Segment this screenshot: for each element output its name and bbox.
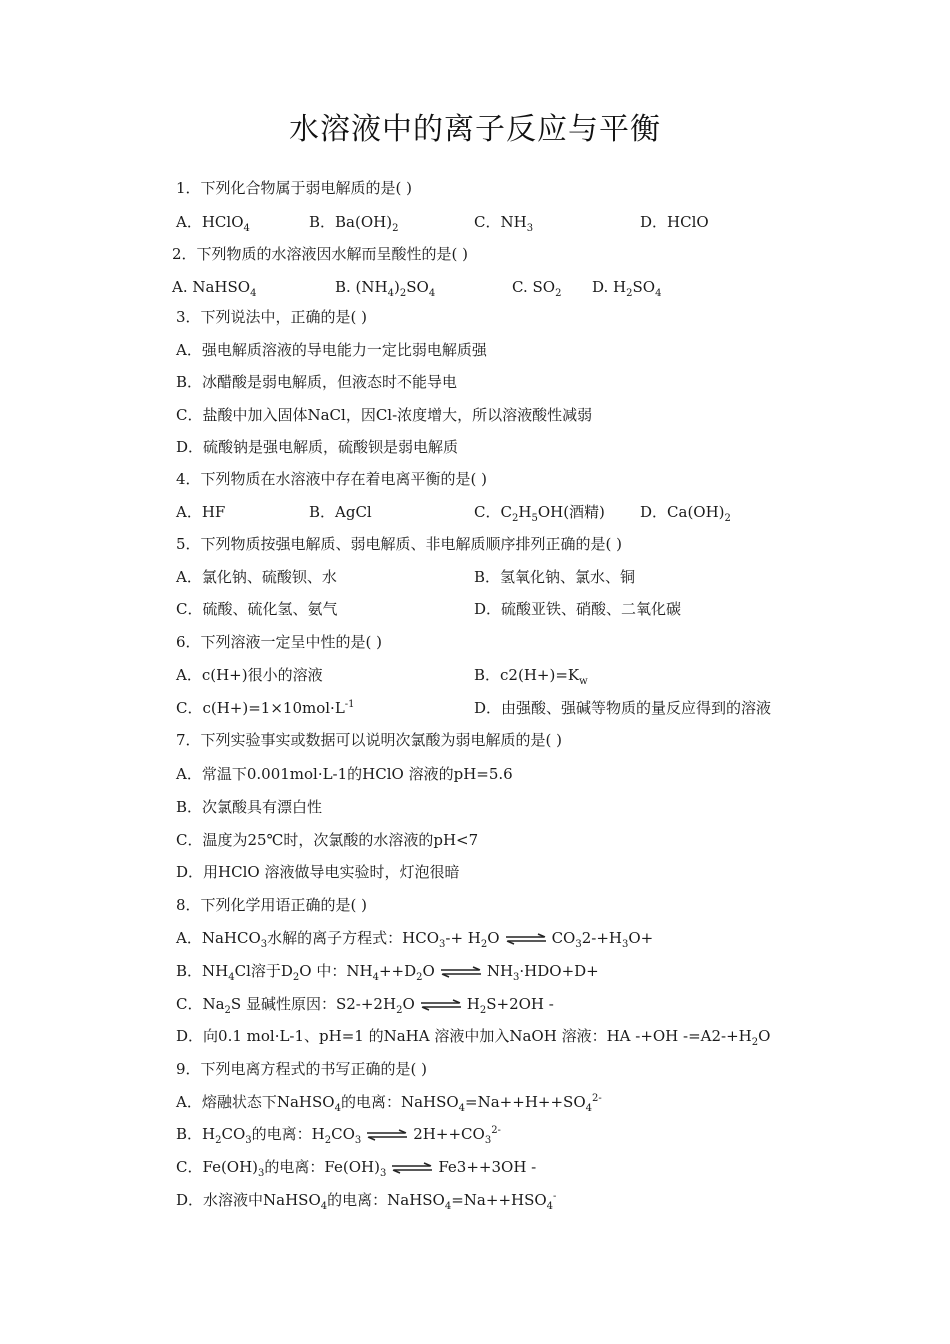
question-6-option-a: A．c(H+)很小的溶液 bbox=[176, 666, 323, 684]
question-5-stem: 5．下列物质按强电解质、弱电解质、非电解质顺序排列正确的是( ) bbox=[176, 535, 623, 553]
question-9-option-b: B．$H_2CO_3$的电离：$H_2CO_3$ $2H++CO_3^{2-}$ bbox=[176, 1125, 501, 1146]
question-2-stem: 2．下列物质的水溶液因水解而呈酸性的是( ) bbox=[172, 245, 469, 263]
question-3-option-d: D．硫酸钠是强电解质，硫酸钡是弱电解质 bbox=[176, 438, 459, 456]
question-4-option-d: D．$Ca(OH)_2$ bbox=[640, 503, 731, 524]
question-5-option-d: D．硫酸亚铁、硝酸、二氧化碳 bbox=[474, 600, 682, 618]
question-2-option-b: B. $(NH_4)_2SO_4$ bbox=[335, 278, 436, 299]
question-6-option-d: D．由强酸、强碱等物质的量反应得到的溶液 bbox=[474, 699, 772, 717]
question-5-option-a: A．氯化钠、硫酸钡、水 bbox=[176, 568, 337, 586]
question-3-stem: 3．下列说法中，正确的是( ) bbox=[176, 308, 368, 326]
question-2-option-d: D. $H_2SO_4$ bbox=[592, 278, 662, 299]
question-4-option-b: B．AgCl bbox=[309, 503, 372, 521]
question-9-option-c: C．$Fe(OH)_3$的电离：$Fe(OH)_3$ Fe3++3OH - bbox=[176, 1158, 537, 1179]
question-9-option-d: D．水溶液中NaHSO$_4$的电离：$NaHSO_4=Na++HSO_4^-$ bbox=[176, 1191, 557, 1212]
question-1-option-c: C．$NH_3$ bbox=[474, 213, 534, 234]
question-2-option-c: C. $SO_2$ bbox=[512, 278, 562, 299]
question-7-stem: 7．下列实验事实或数据可以说明次氯酸为弱电解质的是( ) bbox=[176, 731, 563, 749]
question-7-option-a: A．常温下0.001mol·L-1的HClO 溶液的pH=5.6 bbox=[176, 765, 513, 783]
question-1-option-b: B．$Ba(OH)_2$ bbox=[309, 213, 399, 234]
question-7-option-c: C．温度为25℃时，次氯酸的水溶液的pH<7 bbox=[176, 831, 479, 849]
question-1-option-d: D．HClO bbox=[640, 213, 709, 231]
question-7-option-d: D．用HClO 溶液做导电实验时，灯泡很暗 bbox=[176, 863, 460, 881]
equilibrium-arrow-icon bbox=[439, 966, 483, 978]
question-9-option-a: A．熔融状态下NaHSO$_4$的电离：$NaHSO_4=Na++H++SO_4^{2-}$ bbox=[176, 1093, 602, 1114]
equilibrium-arrow-icon bbox=[504, 933, 548, 945]
question-3-option-b: B．冰醋酸是弱电解质，但液态时不能导电 bbox=[176, 373, 458, 391]
page-title: 水溶液中的离子反应与平衡 bbox=[289, 112, 661, 147]
question-8-option-c: C．$Na_2S$ 显碱性原因：$S2-+2H_2O$ $H_2S+2OH$ - bbox=[176, 995, 554, 1016]
question-6-option-c: C．$c(H+)=1\times 10mol\cdot L^{-1}$ bbox=[176, 699, 355, 717]
question-1-stem: 1．下列化合物属于弱电解质的是( ) bbox=[176, 179, 413, 197]
question-3-option-c: C．盐酸中加入固体NaCl，因Cl-浓度增大，所以溶液酸性减弱 bbox=[176, 406, 593, 424]
question-1-option-a: A．HClO$_4$ bbox=[176, 213, 250, 234]
question-6-stem: 6．下列溶液一定呈中性的是( ) bbox=[176, 633, 383, 651]
equilibrium-arrow-icon bbox=[390, 1162, 434, 1174]
question-8-option-d: D．向0.1 mol·L-1、pH=1 的NaHA 溶液中加入NaOH 溶液：HA -+OH $-=A2-+H_2O$ bbox=[176, 1027, 771, 1048]
question-4-option-a: A．HF bbox=[176, 503, 226, 521]
question-7-option-b: B．次氯酸具有漂白性 bbox=[176, 798, 323, 816]
question-9-stem: 9．下列电离方程式的书写正确的是( ) bbox=[176, 1060, 428, 1078]
question-4-option-c: C．$C_2H_5OH$(酒精) bbox=[474, 503, 605, 524]
question-3-option-a: A．强电解质溶液的导电能力一定比弱电解质强 bbox=[176, 341, 487, 359]
question-8-option-a: A．NaHCO$_3$水解的离子方程式：$HCO_3-+ H_2O$ $CO_32-+H_3O+$ bbox=[176, 929, 654, 950]
question-5-option-b: B．氢氧化钠、氯水、铜 bbox=[474, 568, 636, 586]
question-8-option-b: B．$NH_4Cl$溶于$D_2O$ 中：$NH_4++D_2O$ $NH_3\cdot HDO+D+$ bbox=[176, 962, 599, 983]
question-8-stem: 8．下列化学用语正确的是( ) bbox=[176, 896, 368, 914]
question-5-option-c: C．硫酸、硫化氢、氨气 bbox=[176, 600, 338, 618]
question-6-option-b: B．$c2(H+)=K_w$ bbox=[474, 666, 588, 687]
question-4-stem: 4．下列物质在水溶液中存在着电离平衡的是( ) bbox=[176, 470, 488, 488]
equilibrium-arrow-icon bbox=[365, 1129, 409, 1141]
equilibrium-arrow-icon bbox=[419, 999, 463, 1011]
question-2-option-a: A. NaHSO$_4$ bbox=[172, 278, 257, 299]
